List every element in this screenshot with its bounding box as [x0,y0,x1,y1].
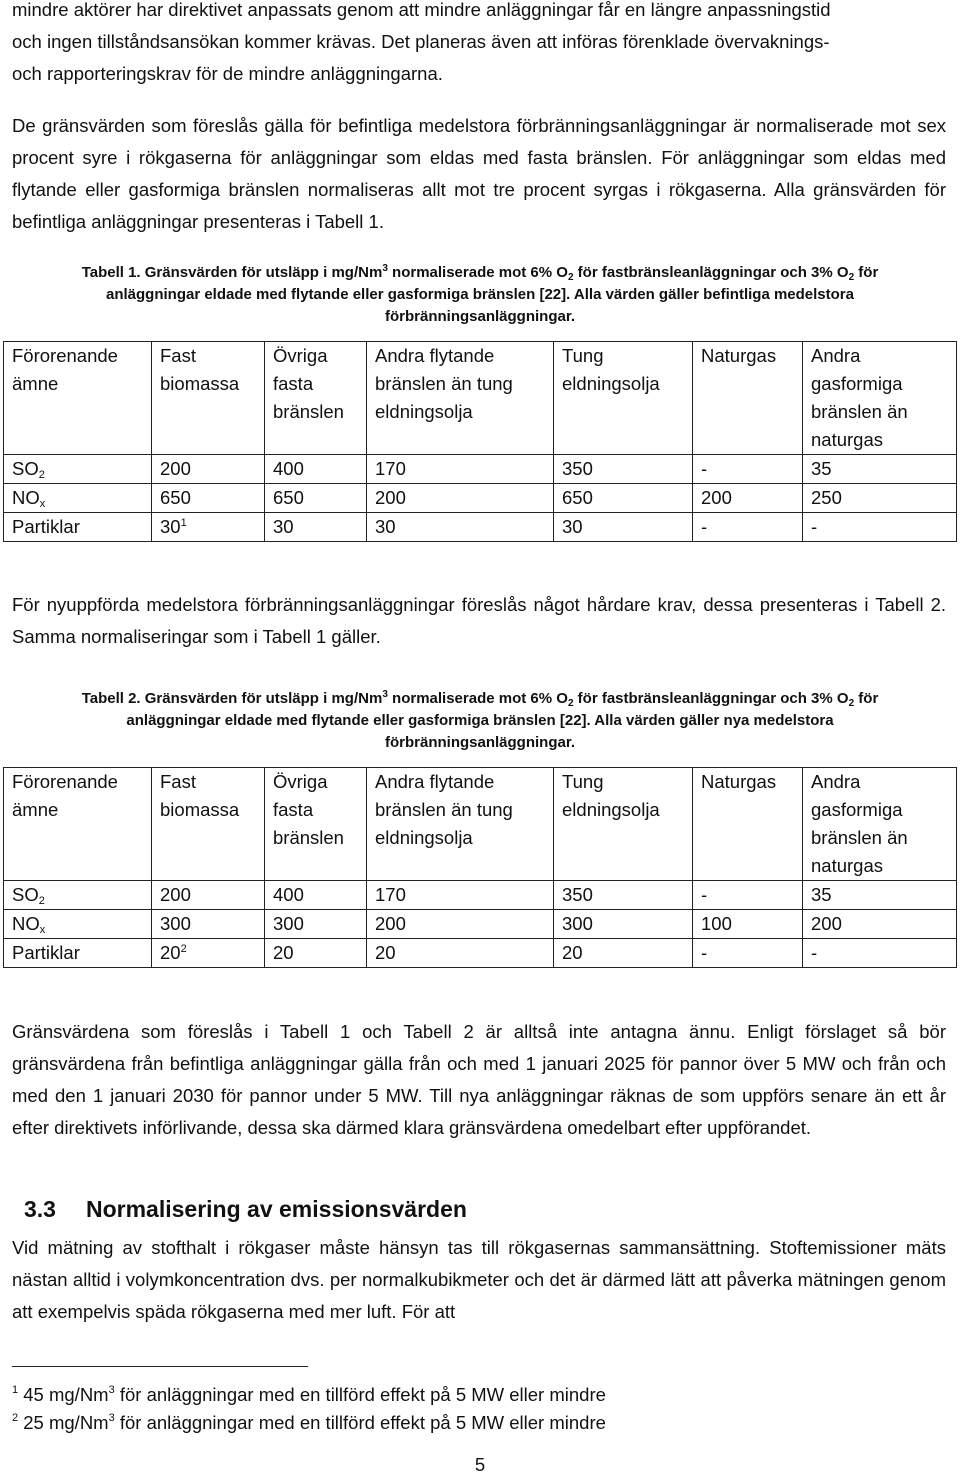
header-cell: Förorenande ämne [4,768,152,881]
table-cell: 35 [803,455,957,484]
section-heading [24,1196,467,1223]
paragraph-timeline: Gränsvärdena som föreslås i Tabell 1 och Tabell 2 är alltså inte antagna ännu. Enligt förslaget så bör gränsvärdena från befintliga anläggningar gälla från och med 1 januari 2025 för pannor över 5 MW och från och med den 1 januari 2030 för pannor under 5 MW. Till nya anläggningar räknas de som uppförs senare än ett år efter direktivets införlivande, dessa ska därmed klara gränsvärdena omedelbart efter uppförandet. [12,1021,946,1138]
paragraph-new-plants: För nyuppförda medelstora förbränningsanläggningar föreslås något hårdare krav, dessa presenteras i Tabell 2. Samma normaliseringar som i Tabell 1 gäller. [12,594,946,647]
table-cell: 350 [554,881,693,910]
table-cell: 20 [367,939,554,968]
table-cell: 400 [265,881,367,910]
table-cell: - [803,513,957,542]
table-row [4,513,957,542]
row-label: $NO_x$ [4,484,152,513]
table1-emission-limits [3,341,957,542]
footnote-ref[interactable]: 1 [180,517,187,529]
table-cell: 200 [693,484,803,513]
table-cell: 35 [803,881,957,910]
header-cell: Andra flytande bränslen än tung eldningsolja [367,768,554,881]
intro-line: och rapporteringskrav för de mindre anläggningarna. [12,63,443,84]
table-cell: 170 [367,455,554,484]
row-label: $SO_2$ [4,455,152,484]
table-cell: - [693,455,803,484]
header-cell: Andra flytande bränslen än tung eldningsolja [367,342,554,455]
table-cell: 650 [152,484,265,513]
table-cell: 200 [152,455,265,484]
table-cell: 30 [554,513,693,542]
header-cell: Övriga fasta bränslen [265,342,367,455]
table-cell: 100 [693,910,803,939]
row-label: $SO_2$ [4,881,152,910]
intro-line: mindre aktörer har direktivet anpassats genom att mindre anläggningar får en längre anpassningstid [12,0,831,20]
table-cell: 200 [152,881,265,910]
row-label: Partiklar [4,513,152,542]
header-cell: Andra gasformiga bränslen än naturgas [803,768,957,881]
footnote-1: $^1$ 45 mg/Nm$^3$ för anläggningar med en tillförd effekt på 5 MW eller mindre [12,1384,606,1405]
table-header-row [4,768,957,881]
table-row [4,455,957,484]
table-cell: 650 [554,484,693,513]
paragraph-normalisation: Vid mätning av stofthalt i rökgaser måste hänsyn tas till rökgasernas sammansättning. Stoftemissioner mäts nästan alltid i volymkoncentration dvs. per normalkubikmeter och det är därmed lätt att påverka mätningen genom att exempelvis späda rökgaserna med mer luft. För att [12,1237,946,1322]
table-cell: 200 [367,910,554,939]
table-cell: 30 [367,513,554,542]
header-cell: Tung eldningsolja [554,342,693,455]
table1-caption: Tabell 1. Gränsvärden för utsläpp i mg/Nm$^3$ normaliserade mot 6% $O_2$ för fastbränsleanläggningar och 3% $O_2$ för anläggningar eldade med flytande eller gasformiga bränslen [22]. Alla värden gäller befintliga medelstora förbränningsanläggningar. [81,263,879,325]
table-cell: $30^1$ [152,513,265,542]
page-number: 5 [474,1454,486,1475]
table-row [4,484,957,513]
table-cell: 20 [554,939,693,968]
table-cell: 200 [803,910,957,939]
header-cell: Övriga fasta bränslen [265,768,367,881]
table-cell: 170 [367,881,554,910]
header-cell: Naturgas [693,342,803,455]
header-cell: Andra gasformiga bränslen än naturgas [803,342,957,455]
header-cell: Fast biomassa [152,342,265,455]
section-number: 3.3 [24,1196,56,1222]
table-cell: 300 [554,910,693,939]
header-cell: Tung eldningsolja [554,768,693,881]
section-title: Normalisering av emissionsvärden [86,1196,467,1222]
header-cell: Naturgas [693,768,803,881]
table-cell: 300 [152,910,265,939]
table-cell: - [693,939,803,968]
table-cell: - [803,939,957,968]
table-cell: - [693,513,803,542]
table-cell: 300 [265,910,367,939]
footnote-2: $^2$ 25 mg/Nm$^3$ för anläggningar med en tillförd effekt på 5 MW eller mindre [12,1412,606,1433]
table-row [4,910,957,939]
table-cell: 350 [554,455,693,484]
table-cell: $20^2$ [152,939,265,968]
table-cell: 650 [265,484,367,513]
table-row [4,939,957,968]
table-cell: 400 [265,455,367,484]
header-cell: Fast biomassa [152,768,265,881]
table-row [4,881,957,910]
header-cell: Förorenande ämne [4,342,152,455]
row-label: $NO_x$ [4,910,152,939]
footnote-divider [12,1366,308,1367]
paragraph-existing-limits: De gränsvärden som föreslås gälla för befintliga medelstora förbränningsanläggningar är normaliserade mot sex procent syre i rökgaserna för anläggningar som eldas med fasta bränslen. För anläggningar som eldas med flytande eller gasformiga bränslen normaliseras allt mot tre procent syrgas i rökgaserna. Alla gränsvärden för befintliga anläggningar presenteras i Tabell 1. [12,115,946,232]
table-cell: 250 [803,484,957,513]
table-cell: - [693,881,803,910]
table-cell: 200 [367,484,554,513]
table-header-row [4,342,957,455]
intro-paragraph [12,0,946,90]
row-label: Partiklar [4,939,152,968]
intro-line: och ingen tillståndsansökan kommer krävas. Det planeras även att införas förenklade övervaknings- [12,31,830,52]
table2-caption: Tabell 2. Gränsvärden för utsläpp i mg/Nm$^3$ normaliserade mot 6% $O_2$ för fastbränsleanläggningar och 3% $O_2$ för anläggningar eldade med flytande eller gasformiga bränslen [22]. Alla värden gäller nya medelstora förbränningsanläggningar. [81,689,879,751]
table2-emission-limits [3,767,957,968]
table-cell: 20 [265,939,367,968]
footnote-ref[interactable]: 2 [180,943,187,955]
table-cell: 30 [265,513,367,542]
